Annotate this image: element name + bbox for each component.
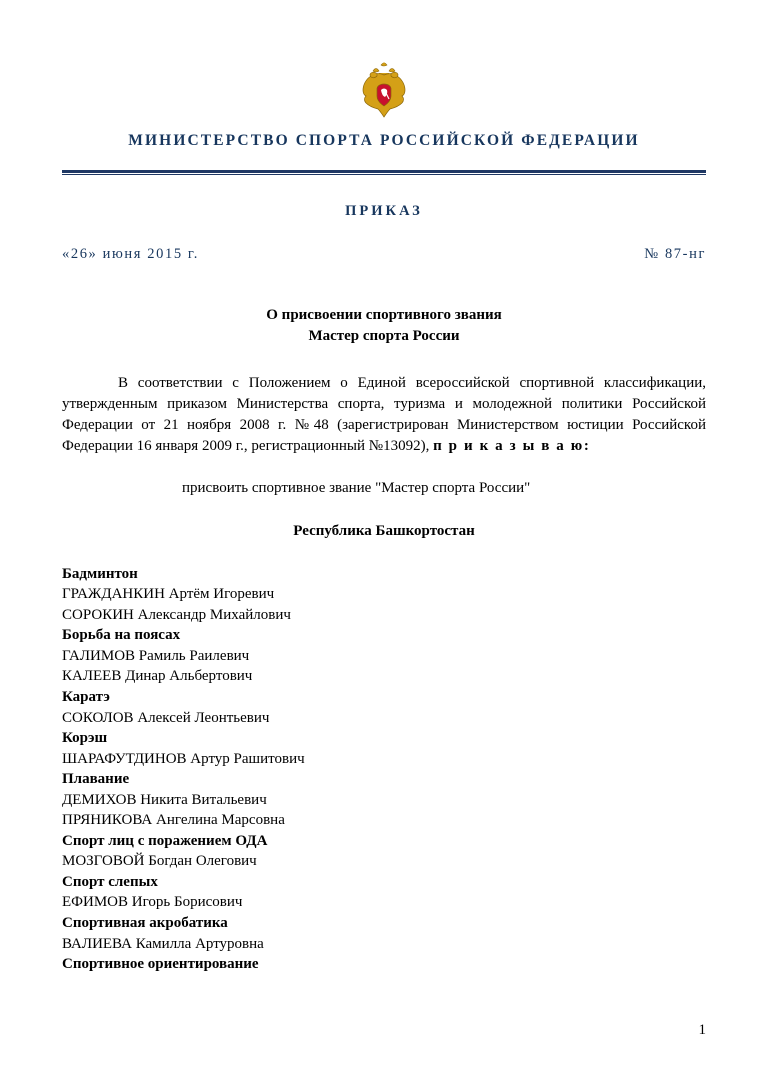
awardee-name: ШАРАФУТДИНОВ Артур Рашитович [62,750,305,767]
header-divider [62,170,706,175]
subject-line-2: Мастер спорта России [308,328,460,345]
awardee-name: МОЗГОВОЙ Богдан Олегович [62,853,257,870]
document-type: ПРИКАЗ [345,203,423,219]
document-meta [62,246,706,263]
award-statement: присвоить спортивное звание "Мастер спорта России" [182,479,531,496]
awardee-name: СОРОКИН Александр Михайлович [62,606,291,623]
emblem-container [0,0,768,118]
awardee-name: КАЛЕЕВ Динар Альбертович [62,668,253,685]
sport-heading: Борьба на поясах [62,627,181,644]
document-body [62,373,706,458]
awardee-name: ГАЛИМОВ Рамиль Раилевич [62,647,250,664]
body-paragraph: В соответствии с Положением о Единой всероссийской спортивной классификации, утвержденным приказом Министерства спорта, туризма и молодежной политики Российской Федерации от 21 ноября 2008 г. №48 (зарегистрирован Министерством юстиции Российской Федерации 16 января 2009 г., регистрационный №13092), [62,374,706,455]
sport-heading: Каратэ [62,688,110,705]
sport-list [62,564,706,975]
sport-heading: Спортивное ориентирование [62,956,259,973]
page-number: 1 [698,1022,706,1038]
sport-heading: Спортивная акробатика [62,914,228,931]
sport-heading: Спорт слепых [62,873,158,890]
document-date: «26» июня 2015 г. [62,246,200,262]
sport-heading: Плавание [62,771,130,788]
awardee-name: ЕФИМОВ Игорь Борисович [62,894,243,911]
document-number: № 87-нг [644,246,706,262]
ministry-title: МИНИСТЕРСТВО СПОРТА РОССИЙСКОЙ ФЕДЕРАЦИИ [128,132,640,149]
awardee-name: ВАЛИЕВА Камилла Артуровна [62,935,264,952]
subject-line-1: О присвоении спортивного звания [266,307,502,323]
awardee-name: ДЕМИХОВ Никита Витальевич [62,791,267,808]
sport-heading: Бадминтон [62,565,138,582]
russian-coat-of-arms-icon [355,62,413,118]
body-command: п р и к а з ы в а ю: [433,438,591,455]
region-heading: Республика Башкортостан [293,522,475,539]
awardee-name: СОКОЛОВ Алексей Леонтьевич [62,709,270,726]
awardee-name: ГРАЖДАНКИН Артём Игоревич [62,586,275,603]
sport-heading: Корэш [62,730,108,747]
sport-heading: Спорт лиц с поражением ОДА [62,832,268,849]
awardee-name: ПРЯНИКОВА Ангелина Марсовна [62,812,285,829]
document-subject [0,305,768,347]
